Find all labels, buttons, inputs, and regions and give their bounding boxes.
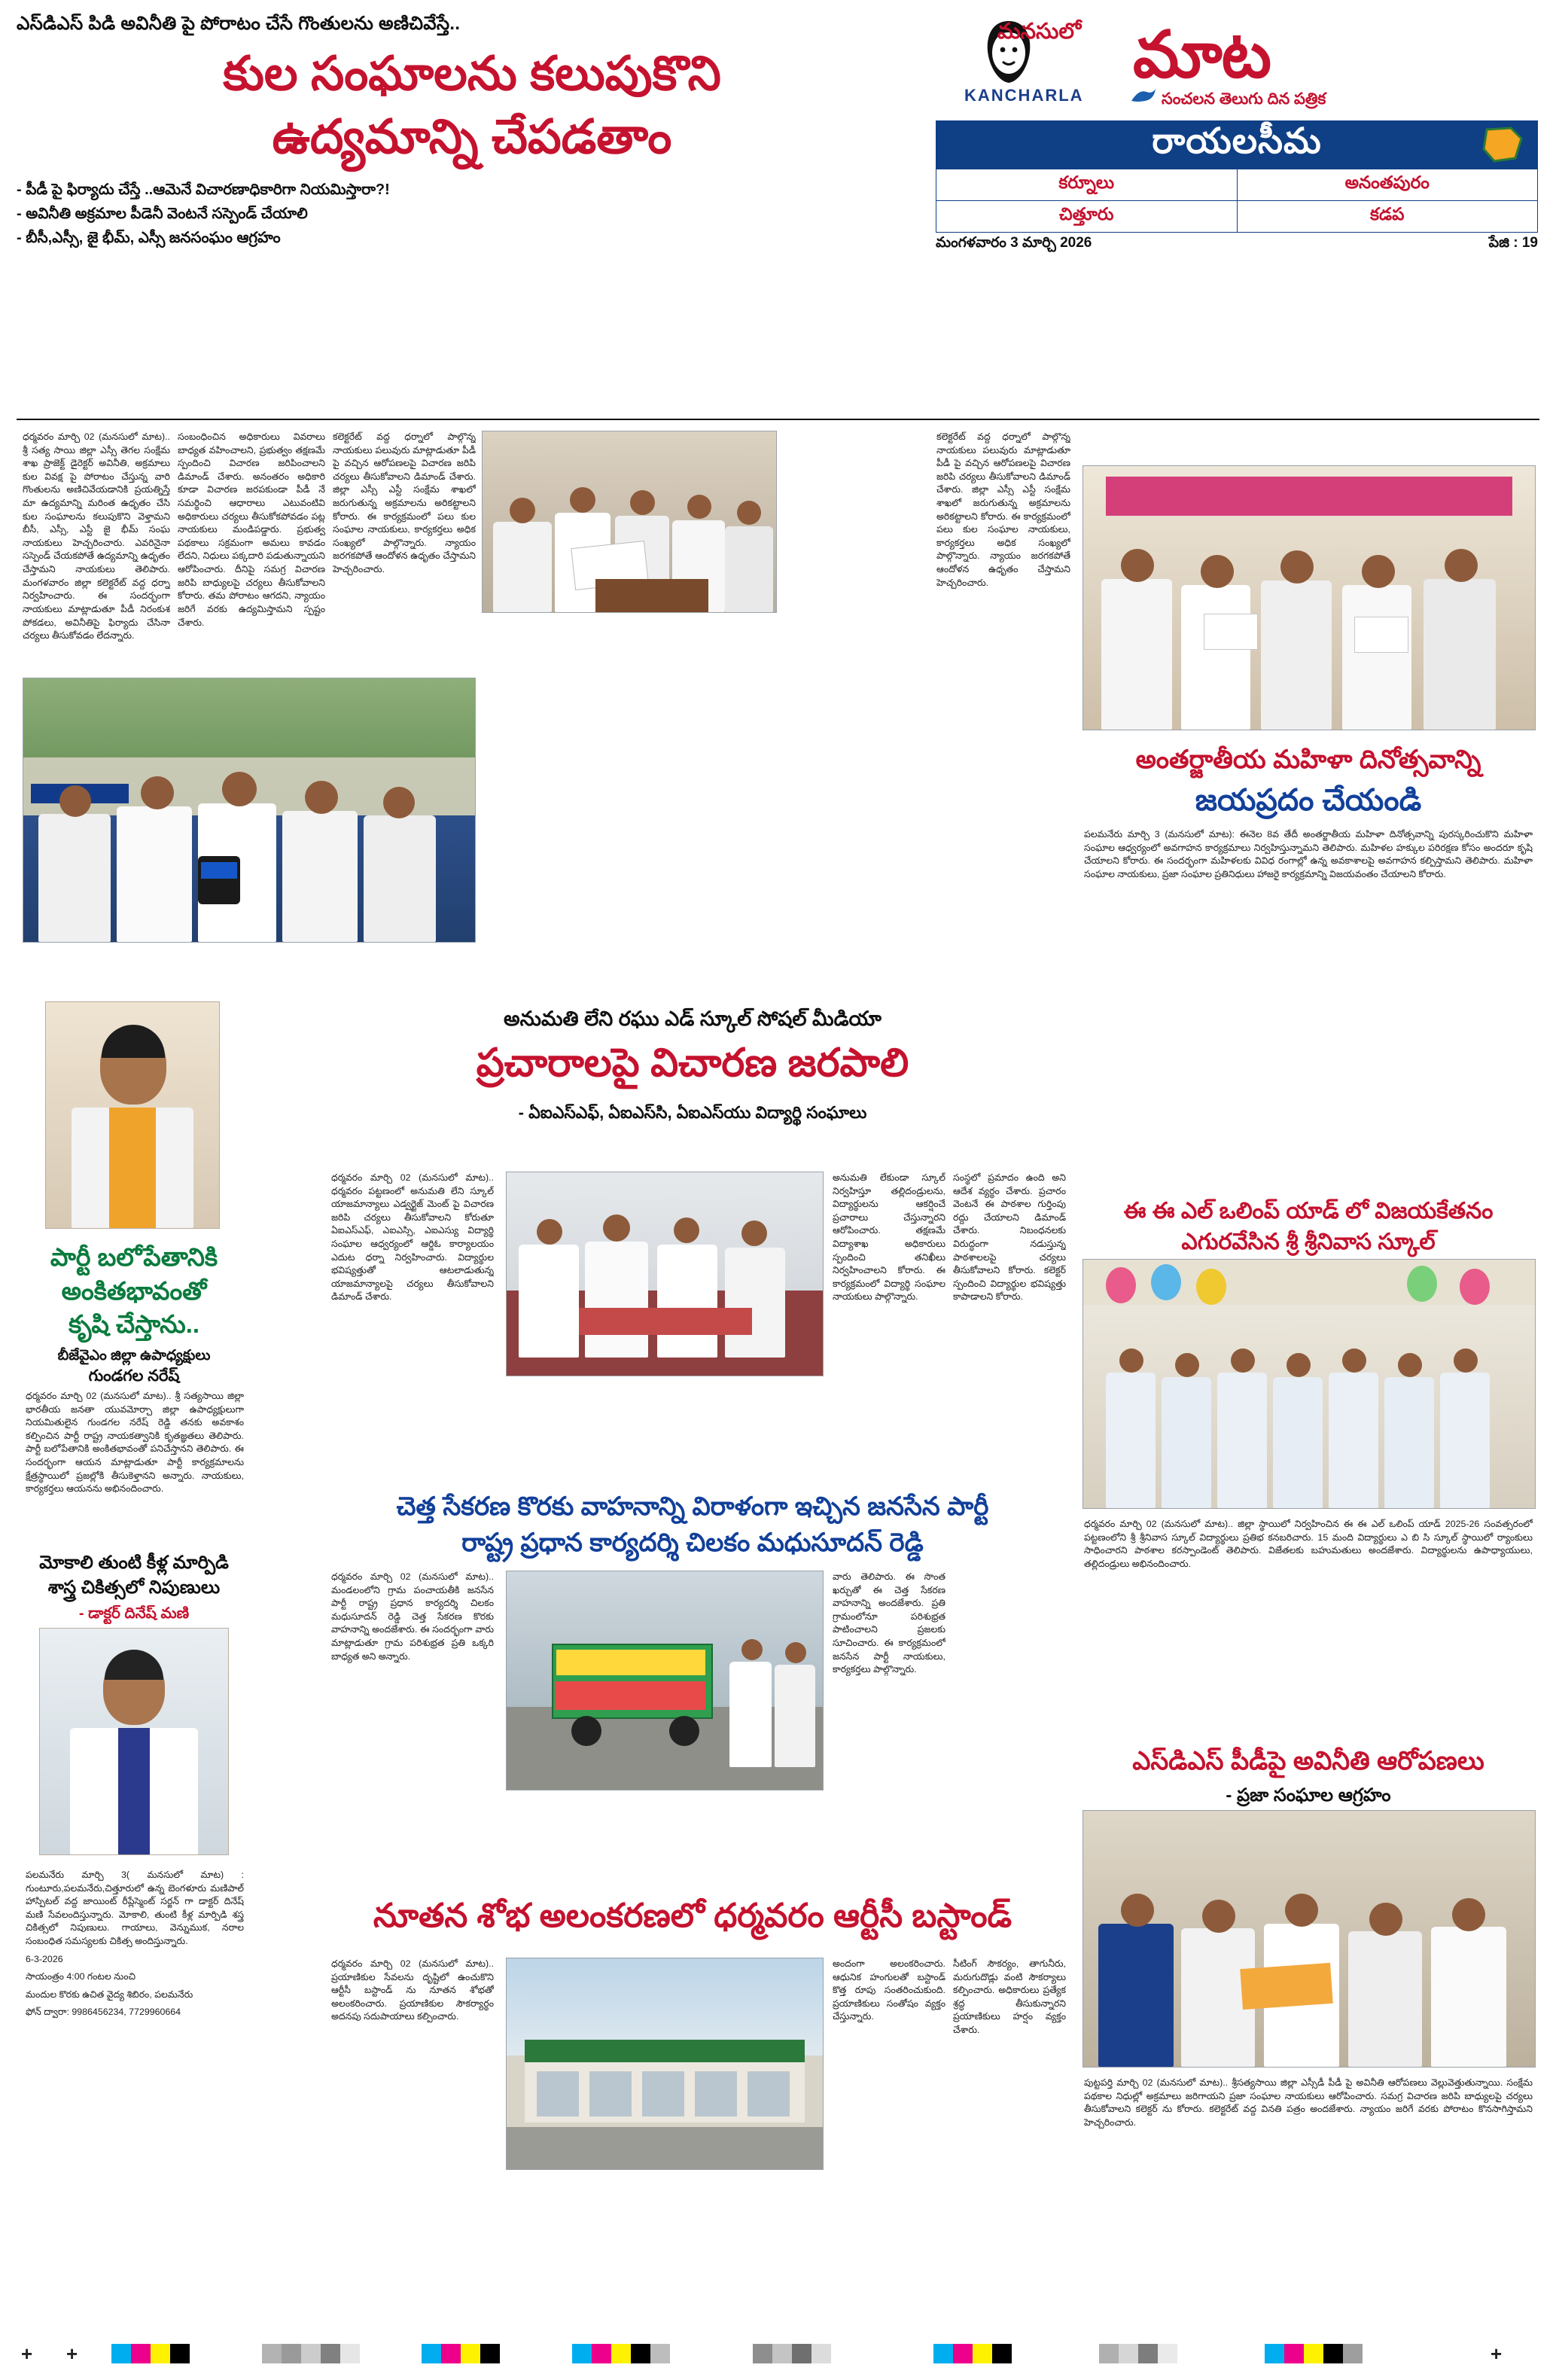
school-col-2-text: అనుమతి లేకుండా స్కూల్ నిర్వహిస్తూ తల్లిదండ్రులను, విద్యార్థులను ఆకర్షించే ప్రచారాలు చేస్తున్నారని ఆరోపించారు. తక్షణమే విద్యాశాఖ అధికారులు స్పందించి తనిఖీలు నిర్వహించాలని కోరారు. ఈ కార్యక్రమంలో విద్యార్థి సంఘాల నాయకులు పాల్గొన్నారు. [833, 1172, 945, 1303]
womens-day-body-text: పలమనేరు మార్చి 3 (మనసులో మాట): ఈనెల 8వ తేదీ అంతర్జాతీయ మహిళా దినోత్సవాన్ని పురస్కరించుకొని మహిళా సంఘాల ఆధ్వర్యంలో అవగాహన కార్యక్రమాలు నిర్వహిస్తున్నామని తెలిపారు. మహిళల హక్కుల పరిరక్షణ కోసం అందరూ కృషి చేయాలని కోరారు. ఈ సందర్భంగా మహిళలకు వివిధ రంగాల్లో ఉన్న అవకాశాలపై అవగాహన కల్పిస్తామని తెలిపారు. మహిళా సంఘాల నాయకులు, ప్రజా సంఘాల ప్రతినిధులు హాజరై కార్యక్రమాన్ని విజయవంతం చేయాలని కోరారు. [1084, 829, 1533, 879]
registration-mark-left: + [21, 2342, 33, 2365]
photo-school-prize [1083, 1259, 1536, 1509]
school-col-3 [953, 1172, 1066, 1465]
lead-kicker: ఎస్‌డిఎస్ పిడి అవినీతి పై పోరాటం చేసే గొంతులను అణిచివేస్తే.. [17, 14, 461, 34]
photo-rally-press-meet [23, 678, 476, 943]
bjym-head-2: అంకితభావంతో [61, 1276, 207, 1305]
womens-day-heads [1083, 745, 1534, 825]
swatch-group-4 [572, 2344, 670, 2363]
registration-mark-right: + [1491, 2342, 1503, 2365]
rtc-col-3 [953, 1958, 1066, 2281]
lead-col-1-text: ధర్మవరం మార్చి 02 (మనసులో మాట).. శ్రీ సత్య సాయి జిల్లా ఎస్సీ తెగల సంక్షేమ శాఖ ప్రాజెక్ట్ డైరెక్టర్ అవినీతి, అక్రమాలు కుల వివక్ష పై పోరాటం చేస్తున్న వారి గొంతులను అణిచివేయడానికి ప్రయత్నిస్తే మా ఉద్యమాన్ని మరింత ఉధృతం చేసి కుల సంఘాలను కలుపుకొని వెళ్తామని బీసీ, ఎస్సీ, ఎస్టీ జై భీమ్ సంఘ నాయకులు హెచ్చరించారు. ఎవరినైనా సస్పెండ్ చేయకపోతే ఉద్యమాన్ని ఉధృతం చేస్తామని నాయకులు తెలిపారు. మంగళవారం జిల్లా కలెక్టరేట్ వద్ద ధర్నా నిర్వహించారు. ఈ సందర్భంగా నాయకులు మాట్లాడుతూ పీడీ నిరంకుశ పోకడలు, అవినీతిపై ఫిర్యాదు చేసినా చర్యలు తీసుకోవడం లేదన్నారు. [23, 431, 170, 641]
bjym-body-text: ధర్మవరం మార్చి 02 (మనసులో మాట).. శ్రీ సత్యసాయి జిల్లా భారతీయ జనతా యువమోర్చా జిల్లా ఉపాధ్యక్షులుగా నియమితులైన గుండగల నరేష్ రెడ్డి తనకు అవకాశం కల్పించిన పార్టీ రాష్ట్ర నాయకత్వానికి కృతజ్ఞతలు తెలిపారు. పార్టీ బలోపేతానికి అంకితభావంతో పనిచేస్తానని తెలిపారు. ఈ సందర్భంగా ఆయన మాట్లాడుతూ పార్టీ కార్యక్రమాలను క్షేత్రస్థాయిలో ప్రజల్లోకి తీసుకెళ్తానని అన్నారు. నాయకులు, కార్యకర్తలు ఆయనను అభినందించారు. [26, 1391, 244, 1495]
olympiad-head-1: ఈ ఈ ఎల్ ఒలింప్ యాడ్ లో విజయకేతనం [1123, 1199, 1494, 1224]
brand-small-text: మనసులో [997, 20, 1082, 44]
bjym-headline [21, 1241, 247, 1389]
rtc-col-1 [331, 1958, 494, 2281]
swatch-group-2 [262, 2344, 360, 2363]
womens-day-head-1: అంతర్జాతీయ మహిళా దినోత్సవాన్ని [1135, 745, 1481, 774]
doctor-head-2: శాస్త్ర చికిత్సలో నిపుణులు [47, 1577, 221, 1598]
swatch-group-8 [1265, 2344, 1363, 2363]
swatch-group-3 [422, 2344, 500, 2363]
swatch-group-5 [753, 2344, 831, 2363]
doctor-name: - డాక్టర్ దినేష్ మణి [78, 1605, 190, 1622]
rtc-col-2-text: అందంగా అలంకరించారు. ఆధునిక హంగులతో బస్టాండ్ కొత్త రూపు సంతరించుకుంది. ప్రయాణికులు సంతోషం వ్యక్తం చేస్తున్నారు. [833, 1958, 945, 2022]
lead-headline-line1: కుల సంఘాలను కలుపుకొని [223, 47, 721, 100]
bjym-name: గుండగల నరేష్ [88, 1367, 180, 1385]
lead-subhead-2: - అవినీతి అక్రమాల పీడెనీ వెంటనే సస్పెండ్ చేయాలి [17, 206, 308, 223]
district-cell: కర్నూలు [936, 169, 1238, 201]
bjym-head-3: కృషి చేస్తాను.. [68, 1310, 200, 1339]
right-lead-text: కలెక్టరేట్ వద్ద ధర్నాలో పాల్గొన్న నాయకులు పలువురు మాట్లాడుతూ పీడీ పై వచ్చిన ఆరోపణలపై విచారణ జరిపి చర్యలు తీసుకోవాలని డిమాండ్ చేశారు. జిల్లా ఎస్సీ ఎస్టీ సంక్షేమ శాఖలో జరుగుతున్న అక్రమాలను అరికట్టాలని కోరారు. ఈ కార్యక్రమంలో పలు కుల సంఘాల నాయకులు, కార్యకర్తలు అధిక సంఖ్యలో పాల్గొన్నారు. న్యాయం జరగకపోతే ఆందోళన ఉధృతం చేస్తామని హెచ్చరించారు. [936, 431, 1070, 588]
janasena-col-1-text: ధర్మవరం మార్చి 02 (మనసులో మాట).. మండలంలోని గ్రామ పంచాయతీకి జనసేన పార్టీ రాష్ట్ర ప్రధాన కార్యదర్శి చిలకం మధుసూదన్ రెడ్డి చెత్త సేకరణ కొరకు వాహనాన్ని అందజేశారు. ఈ సందర్భంగా వారు మాట్లాడుతూ గ్రామ పరిశుభ్రత ప్రతి ఒక్కరి బాధ్యత అని అన్నారు. [331, 1571, 494, 1662]
photo-garbage-vehicle [506, 1571, 824, 1790]
doctor-address: మందుల కొరకు ఉచిత వైద్య శిబిరం, పలమనేరు [26, 1988, 193, 2000]
rtc-heads [316, 1897, 1069, 1943]
womens-day-body [1084, 828, 1533, 1187]
page-number: పేజి : 19 [1488, 235, 1538, 251]
brand-title: మాట [1133, 19, 1271, 91]
janasena-col-1 [331, 1571, 494, 1872]
bjym-head-1: పార్టీ బలోపేతానికి [50, 1243, 218, 1271]
janasena-head-2: రాష్ట్ర ప్రధాన కార్యదర్శి చిలకం మధుసూదన్ రెడ్డి [461, 1528, 924, 1557]
lead-col-1 [23, 431, 170, 664]
registration-mark-2: + [66, 2342, 78, 2365]
swatch-group-1 [111, 2344, 209, 2363]
bird-icon [1130, 86, 1157, 108]
womens-day-head-2: జయప్రదం చేయండి [1195, 784, 1422, 817]
photo-idps-protest [1083, 1810, 1536, 2068]
doctor-body-text: పలమనేరు మార్చి 3( మనసులో మాట) : గుంటూరు,పలమనేరు,చిత్తూరులో ఉన్న బెంగళూరు మణిపాల్ హాస్పిటల్ వద్ద జాయింట్ రీప్లేస్మెంట్ సర్జన్ గా డాక్టర్ దినేష్ మణి సేవలందిస్తున్నారు. మోకాలి, తుంటి కీళ్ల మార్పిడి శస్త్ర చికిత్సలో నిపుణులు. గాయాలు, వెన్నుముక, నరాల సంబంధిత సమస్యలకు చికిత్స అందిస్తున్నారు. [26, 1870, 244, 1947]
photo-doctor [39, 1628, 229, 1855]
lead-subhead-1: - పీడీ పై ఫిర్యాదు చేస్తే ..ఆమెనే విచారణాధికారిగా నియమిస్తారా?! [17, 181, 390, 198]
idps-head-1: ఎస్‌డిఎస్ పీడీపై అవినీతి ఆరోపణలు [1132, 1747, 1484, 1775]
issue-date: మంగళవారం 3 మార్చి 2026 [936, 235, 1092, 251]
idps-body-text: పుట్టపర్తి మార్చి 02 (మనసులో మాట).. శ్రీసత్యసాయి జిల్లా ఎస్సీడీ పీడీ పై అవినీతి ఆరోపణలు వెల్లువెత్తుతున్నాయి. సంక్షేమ పథకాల నిధుల్లో అక్రమాలు జరిగాయని ప్రజా సంఘాల నాయకులు ఆరోపించారు. సమగ్ర విచారణ జరిపి బాధ్యులపై చర్యలు తీసుకోవాలని కలెక్టర్ ను కోరారు. కలెక్టరేట్ వద్ద వినతి పత్రం అందజేశారు. న్యాయం జరిగే వరకు పోరాటం కొనసాగిస్తామని హెచ్చరించారు. [1084, 2077, 1533, 2128]
janasena-heads [316, 1489, 1069, 1561]
school-col-2 [833, 1172, 945, 1465]
district-cell: చిత్తూరు [936, 201, 1238, 233]
table-row [936, 169, 1538, 201]
rtc-headline: నూతన శోభ అలంకరణలో ధర్మవరం ఆర్టీసీ బస్టాండ్ [373, 1897, 1012, 1934]
school-col-1 [331, 1172, 494, 1465]
divider [17, 419, 1539, 420]
photo-petition-handover [482, 431, 777, 613]
lead-col-3 [333, 431, 476, 664]
brand-tagline: సంచలన తెలుగు దిన పత్రిక [1162, 90, 1326, 108]
table-row [936, 201, 1538, 233]
doctor-contact: ఫోన్ ద్వారా: 9986456234, 7729960664 [26, 2007, 181, 2018]
lead-col-3-text: కలెక్టరేట్ వద్ద ధర్నాలో పాల్గొన్న నాయకులు పలువురు మాట్లాడుతూ పీడీ పై వచ్చిన ఆరోపణలపై విచారణ జరిపి చర్యలు తీసుకోవాలని డిమాండ్ చేశారు. జిల్లా ఎస్సీ ఎస్టీ సంక్షేమ శాఖలో జరుగుతున్న అక్రమాలను అరికట్టాలని కోరారు. ఈ కార్యక్రమంలో పలు కుల సంఘాల నాయకులు, కార్యకర్తలు అధిక సంఖ్యలో పాల్గొన్నారు. న్యాయం జరగకపోతే ఆందోళన ఉధృతం చేస్తామని హెచ్చరించారు. [333, 431, 476, 575]
edition-band [936, 120, 1538, 169]
swatch-group-7 [1099, 2344, 1177, 2363]
janasena-head-1: చెత్త సేకరణ కొరకు వాహనాన్ని విరాళంగా ఇచ్చిన జనసేన పార్టీ [396, 1492, 989, 1521]
print-color-bar [0, 2333, 1556, 2380]
school-subhead: - ఏఐఎస్‌ఎఫ్, ఏఐఎస్‌సి, ఏఐఎస్‌యు విద్యార్థి సంఘాలు [518, 1103, 867, 1122]
right-lead-continuation [936, 431, 1070, 958]
doctor-headline [21, 1553, 247, 1626]
olympiad-body [1084, 1518, 1533, 1736]
idps-heads [1083, 1747, 1534, 1810]
rtc-col-2 [833, 1958, 945, 2281]
edition-name: రాయలసీమ [1152, 120, 1322, 160]
school-olympiad-heads [1083, 1199, 1534, 1260]
school-headline: ప్రచారాలపై విచారణ జరపాలి [476, 1041, 909, 1085]
districts-table [936, 169, 1538, 233]
lead-col-2-text: సంబంధించిన అధికారులు వివరాలు బాధ్యత వహించాలని, ప్రభుత్వం తక్షణమే స్పందించి విచారణ జరిపించాలని డిమాండ్ చేశారు. అనంతరం అధికారి కూడా విచారణ జరపకుండా పీడీ నే సమర్థించి ఆధారాలు ఎటువంటివి అధికారులు చర్యలు తీసుకోకపోవడం పట్ల నాయకులు మండిపడ్డారు. ప్రభుత్వ పథకాలు సక్రమంగా అమలు కావడం లేదని, నిధులు పక్కదారి పడుతున్నాయని ఆరోపించారు. దీనిపై సమగ్ర విచారణ జరిపి బాధ్యులపై చర్యలు తీసుకోవాలని కోరారు. తమ పోరాటం ఆగదని, న్యాయం జరిగే వరకు ఉద్యమిస్తామని స్పష్టం చేశారు. [178, 431, 325, 628]
doctor-head-1: మోకాలి తుంటి కీళ్ల మార్పిడి [39, 1553, 229, 1573]
lead-headline-line2: ఉద్యమాన్ని చేపడతాం [272, 111, 672, 164]
bjym-role: బీజేవైఎం జిల్లా ఉపాధ్యక్షులు [57, 1347, 211, 1364]
lead-subhead-3: - బీసీ,ఎస్సీ, జై భీమ్, ఎస్సీ జనసంఘం ఆగ్రహం [17, 230, 281, 247]
olympiad-head-2: ఎగురవేసిన శ్రీ శ్రీనివాస స్కూల్ [1181, 1230, 1436, 1254]
bjym-body [26, 1390, 244, 1540]
doctor-date: 6-3-2026 [26, 1953, 63, 1964]
swatch-group-6 [933, 2344, 1012, 2363]
school-eyebrow: అనుమతి లేని రఘు ఎడ్ స్కూల్ సోషల్ మీడియా [504, 1007, 882, 1030]
doctor-body [26, 1869, 244, 2072]
janasena-col-3 [953, 1571, 1066, 1872]
rtc-col-3-text: సీటింగ్ సౌకర్యం, తాగునీరు, మరుగుదొడ్లు వంటి సౌకర్యాలు కల్పించారు. అధికారులు ప్రత్యేక శ్రద్ధ తీసుకున్నారని ప్రయాణికులు హర్షం వ్యక్తం చేశారు. [953, 1958, 1066, 2036]
photo-womens-meeting [1083, 465, 1536, 730]
masthead-left [17, 14, 927, 247]
school-story-heads [316, 1007, 1069, 1126]
district-cell: అనంతపురం [1237, 169, 1538, 201]
map-icon [1481, 126, 1524, 163]
photo-school-enquiry [506, 1172, 824, 1376]
janasena-col-2 [833, 1571, 945, 1872]
school-col-1-text: ధర్మవరం మార్చి 02 (మనసులో మాట).. ధర్మవరం పట్టణంలో అనుమతి లేని స్కూల్ యాజమాన్యాలు ఎడ్వర్టైజ్ మెంట్ పై విచారణ జరిపి చర్యలు తీసుకోవాలని కోరుతూ ఏఐఎస్ఎఫ్, ఎఐఎస్సి, ఎఐఎస్యు విద్యార్థి సంఘాల ఆధ్వర్యంలో ఆర్డిఓ కార్యాలయం ఎదుట ధర్నా నిర్వహించారు. విద్యార్థుల భవిష్యత్తుతో ఆటలాడుతున్న యాజమాన్యాలపై చర్యలు తీసుకోవాలని డిమాండ్ చేశారు. [331, 1172, 494, 1303]
doctor-time: సాయంత్రం 4:00 గంటల నుంచి [26, 1971, 136, 1982]
brand-publisher: KANCHARLA [964, 86, 1084, 105]
idps-head-2: - ప్రజా సంఘాల ఆగ్రహం [1226, 1785, 1391, 1806]
rtc-col-1-text: ధర్మవరం మార్చి 02 (మనసులో మాట).. ప్రయాణికుల సేవలను దృష్టిలో ఉంచుకొని ఆర్టీసీ బస్టాండ్ ను నూతన శోభతో అలంకరించారు. ప్రయాణికుల సౌకర్యార్థం అదనపు సదుపాయాలు కల్పించారు. [331, 1958, 494, 2022]
photo-bjym-leader [45, 1001, 220, 1229]
olympiad-body-text: ధర్మవరం మార్చి 02 (మనసులో మాట).. జిల్లా స్థాయిలో నిర్వహించిన ఈ ఈ ఎల్ ఒలింప్ యాడ్ 2025-26 సంవత్సరంలో పట్టణంలోని శ్రీ శ్రీనివాస స్కూల్ విద్యార్థులు ప్రతిభ కనబరిచారు. 15 మంది విద్యార్థులు ఎ బి సి స్కూల్ స్థాయిలో ర్యాంకులు సాధించారని పాఠశాల కరస్పాండెంట్ తెలిపారు. విజేతలకు బహుమతులు అందజేశారు. విద్యార్థులను ఉపాధ్యాయులు, తల్లిదండ్రులు అభినందించారు. [1084, 1519, 1533, 1569]
photo-rtc-bus-stand [506, 1958, 824, 2170]
district-cell: కడప [1237, 201, 1538, 233]
idps-body [1084, 2077, 1533, 2302]
lead-col-2 [178, 431, 325, 664]
date-and-page [936, 235, 1538, 254]
janasena-col-2-text: వారు తెలిపారు. ఈ సొంత ఖర్చుతో ఈ చెత్త సేకరణ వాహనాన్ని అందజేశారు. ప్రతి గ్రామంలోనూ పరిశుభ్రత పాటించాలని ప్రజలకు సూచించారు. ఈ కార్యక్రమంలో జనసేన పార్టీ నాయకులు, కార్యకర్తలు పాల్గొన్నారు. [833, 1571, 945, 1675]
school-col-3-text: సంస్థలో ప్రమాదం ఉంది అని ఆదేశ వ్యర్థం చేశారు. ప్రచారం వెంటనే ఈ పాఠశాల గుర్తింపు రద్దు చేయాలని డిమాండ్ చేశారు. నిబంధనలకు విరుద్ధంగా నడుస్తున్న పాఠశాలలపై చర్యలు తీసుకోవాలని కోరారు. కలెక్టర్ స్పందించి విద్యార్థుల భవిష్యత్తు కాపాడాలని కోరారు. [953, 1172, 1066, 1303]
